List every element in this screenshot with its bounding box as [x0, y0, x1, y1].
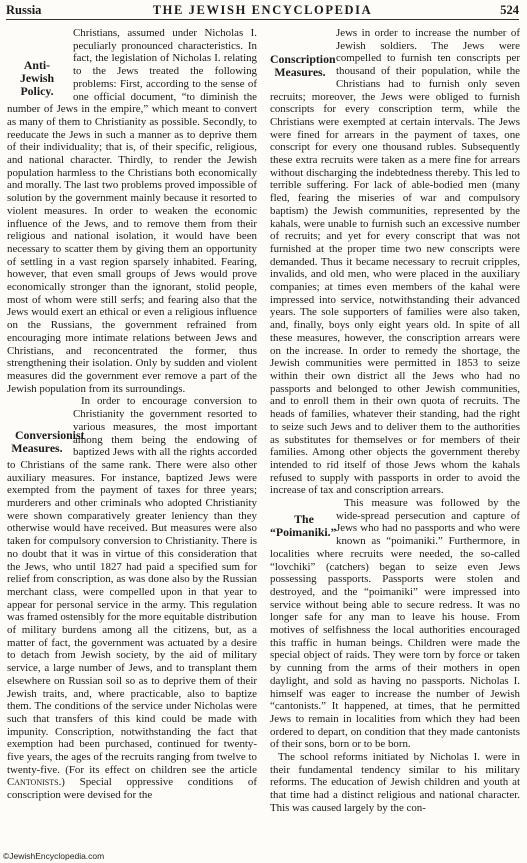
side-head-conscription-measures: Conscription Measures. [270, 52, 336, 79]
header-publication-title: THE JEWISH ENCYCLOPEDIA [152, 3, 373, 17]
right-paragraph-3-text: The school reforms initiated by Nicholas I. were in their fundamental tendency similar to his military reforms. The education of Jewish children and youth at that time had a distinct religious and national character. This was caused largely by the con- [270, 751, 520, 814]
right-paragraph-2 [270, 497, 520, 751]
side-head-poimaniki: The “Poimaniki.” [270, 512, 337, 540]
left-paragraph-2-tail: .) Special oppressive conditions of conscription were devised for the [7, 776, 257, 802]
left-paragraph-1-text: Christians, assumed under Nicholas I. peculiarly pronounced characteristics. In fact, the legislation of Nicholas I. relating to the Jews treated the following problems: First, according to the sense of one official document, “to diminish the number of Jews in the empire,” which meant to convert as many of them to Christianity as possible. Secondly, to reeducate the Jews in such a manner as to deprive them of their individuality; that is, of their specific, religious, and national character. Thirdly, to render the Jewish population harmless to the Christians both economically and morally. The last two problems proved impossible of solution by the government mainly because it resorted to violent measures. In order to weaken the economic influence of the Jews, and to remove them from their religious and national isolation, it would have been necessary to scatter them by giving them an opportunity of settling in a vast region sparsely inhabited. Fearing, however, that even small groups of Jews would prove economically stronger than the ignorant, stolid people, most of whom were still serfs; and fearing also that the Jews would exert an ethical or even a religious influence on the Russians, the government refrained from encouraging more intimate relations between Jews and Christians, and reconcentrated the former, thus strengthening their isolation. Only by sudden and violent measures did the government ever remove a part of the Jewish population from its surroundings. [7, 27, 257, 395]
right-paragraph-1-text: Jews in order to increase the number of Jewish soldiers. The Jews were compelled to furnish ten conscripts per thousand of their population, while the Christians had to furnish only seven recruits; moreover, the Jews were obliged to furnish conscripts for every conscription term, while the Christians were exempted at certain intervals. The Jews were fined for arrears in the payment of taxes, one conscript for every one thousand rubles. Subsequently these extra recruits were taken as a mere fine for arrears without discharging the indebtedness thereby. This led to terrible suffering. For lack of able-bodied men (many fled, fearing the miseries of war and compulsory baptism) the Jewish communities, represented by the kahals, were unable to furnish such an excessive number of recruits; and yet for every conscript that was not furnished at the proper time two new conscripts were demanded. Thus it became necessary to recruit cripples, invalids, and old men, who were placed in the auxiliary companies; at times even members of the kahal were impressed into service, notwithstanding their advanced years. The sole supporters of families were also taken, and, finally, boys only eight years old. In spite of all these measures, however, the conscription arrears were on the increase. In order to remedy the shortage, the Jewish communities were permitted in 1853 to seize within their own district all the Jews who had no passports and belonged to other Jewish communities, and to enroll them in their own quota of recruits. The heads of families, whatever their standing, had the right to seize such Jews and to deliver them to the authorities as substitutes for themselves or for members of their families. Among other objects the government thereby intended to rid itself of those Jews whom the kahals refused to supply with passports in order to avoid the increase of tax and conscription arrears. [270, 27, 520, 497]
copyright-credit: ©JewishEncyclopedia.com [3, 851, 105, 861]
header-section-title: Russia [6, 3, 42, 17]
right-paragraph-1 [270, 27, 520, 497]
right-paragraph-3 [270, 751, 520, 815]
running-head [6, 2, 519, 20]
left-paragraph-2 [7, 395, 257, 802]
right-column [270, 27, 520, 815]
side-head-conversionist-measures: Conversionist Measures. [11, 428, 85, 456]
left-column [7, 27, 257, 802]
left-paragraph-2-text: In order to encourage conversion to Christianity the government resorted to various measures, the most important among them being the endowing of baptized Jews with all the rights accorded to Christians of the same rank. There were also other auxiliary measures. For instance, baptized Jews were exempted from the payment of taxes for three years; murderers and other criminals who adopted Christianity were shown comparatively greater leniency than they otherwise would have received. But measures were also taken for compulsory conversion to Christianity. There is no doubt that it was in virtue of this consideration that the Jews, who until 1827 had paid a specified sum for relief from conscription, as was done also by the Russian merchant class, were compelled upon in that year to appear for personal service in the army. This regulation was framed ostensibly for the more equitable distribution of military burdens among all the citizens, but, as a matter of fact, the government was actuated by a desire to detach from Jewish society, by the aid of military service, a large number of Jews, and to transplant them elsewhere on Russian soil so as to deprive them of their Jewish traits, and, where practicable, also to baptize them. The conditions of the service under Nicholas were such that transfers of this kind could be made with impunity. Conscription, notwithstanding the fact that exemption had been purchased, continued for twenty-five years, the ages of the recruits ranging from twelve to twenty-five. (For its effect on children see the article [7, 395, 257, 776]
left-paragraph-1 [7, 27, 257, 395]
cantonists-link[interactable]: Cantonists [7, 776, 59, 789]
header-page-number: 524 [500, 3, 519, 17]
right-paragraph-2-text: This measure was followed by the wide-spread persecution and capture of Jews who had no passports and who were known as “poimaniki.” Furthermore, in localities where recruits were needed, the so-called “lovchiki” (catchers) began to seize even Jews possessing passports. Passports were stolen and destroyed, and the “poimaniki” were impressed into service without being able to secure redress. It was no longer safe for any man to leave his house. From motives of selfishness the local authorities encouraged this traffic in human beings. Children were made the special object of raids. They were torn by force or taken by cunning from the arms of their mothers in open daylight, and sold as having no passports. Nicholas I. himself was eager to increase the number of Jewish “cantonists.” It happened, at times, that he permitted Jews to remain in localities from which they had been ordered to depart, on condition that they made cantonists of their sons, born or to be born. [270, 497, 520, 751]
side-head-anti-jewish-policy: Anti-Jewish Policy. [19, 58, 55, 98]
